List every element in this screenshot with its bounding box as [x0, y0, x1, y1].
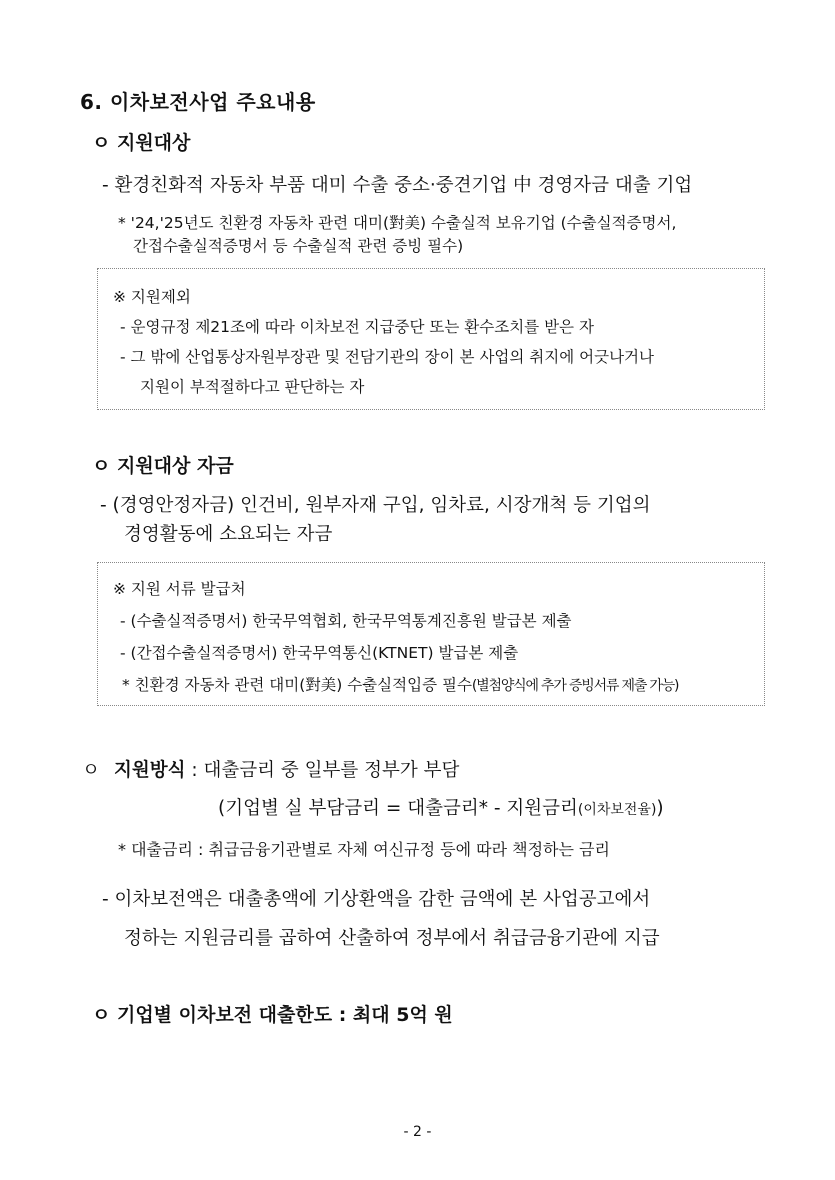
exclusion-item-2-cont: 지원이 부적절하다고 판단하는 자: [140, 378, 365, 396]
method-formula: [218, 794, 664, 820]
funds-line-2: 경영활동에 소요되는 자금: [124, 524, 333, 545]
section-heading: 6. 이차보전사업 주요내용: [80, 90, 316, 114]
target-title: ㅇ 지원대상: [92, 132, 191, 154]
funds-line-1: - (경영안정자금) 인건비, 원부자재 구입, 임차료, 시장개척 등 기업의: [100, 495, 651, 516]
docs-item-3-main: * 친환경 자동차 관련 대미(對美) 수출실적입증 필수: [122, 676, 472, 694]
docs-item-1: - (수출실적증명서) 한국무역협회, 한국무역통계진흥원 발급본 제출: [120, 612, 572, 630]
exclusion-item-1: - 운영규정 제21조에 따라 이차보전 지급중단 또는 환수조치를 받은 자: [120, 318, 594, 336]
method-note: * 대출금리 : 취급금융기관별로 자체 여신규정 등에 따라 책정하는 금리: [118, 840, 610, 859]
docs-item-3: [122, 673, 678, 695]
method-label: 지원방식: [114, 760, 186, 781]
formula-end: ): [656, 798, 664, 819]
target-note-1: * '24,'25년도 친환경 자동차 관련 대미(對美) 수출실적 보유기업 (수출실적증명서,: [118, 214, 677, 232]
exclusion-item-2: - 그 밖에 산업통상자원부장관 및 전담기관의 장이 본 사업의 취지에 어긋나거나: [120, 348, 655, 366]
limit-line: ㅇ 기업별 이차보전 대출한도 : 최대 5억 원: [92, 1004, 453, 1026]
funds-title: ㅇ 지원대상 자금: [92, 455, 234, 477]
docs-title: ※ 지원 서류 발급처: [113, 580, 246, 598]
exclusion-title: ※ 지원제외: [113, 288, 191, 306]
method-text: : 대출금리 중 일부를 정부가 부담: [185, 760, 460, 781]
method-desc-2: 정하는 지원금리를 곱하여 산출하여 정부에서 취급금융기관에 지급: [124, 928, 660, 949]
target-note-2: 간접수출실적증명서 등 수출실적 관련 증빙 필수): [133, 237, 464, 255]
docs-item-3-tail: (별첨양식에 추가 증빙서류 제출 가능): [471, 678, 679, 694]
docs-box: [97, 562, 765, 706]
target-line: - 환경친화적 자동차 부품 대미 수출 중소·중견기업 中 경영자금 대출 기업: [102, 175, 693, 196]
formula-small: (이차보전율): [577, 802, 657, 818]
method-desc-1: - 이차보전액은 대출총액에 기상환액을 감한 금액에 본 사업공고에서: [102, 889, 651, 910]
formula-main: (기업별 실 부담금리 = 대출금리* - 지원금리: [218, 798, 578, 819]
docs-item-2: - (간접수출실적증명서) 한국무역통신(KTNET) 발급본 제출: [120, 644, 519, 662]
exclusion-box: [97, 268, 765, 410]
method-line: [82, 756, 459, 782]
method-bullet: ㅇ: [82, 760, 100, 781]
page-number: - 2 -: [403, 1124, 432, 1140]
